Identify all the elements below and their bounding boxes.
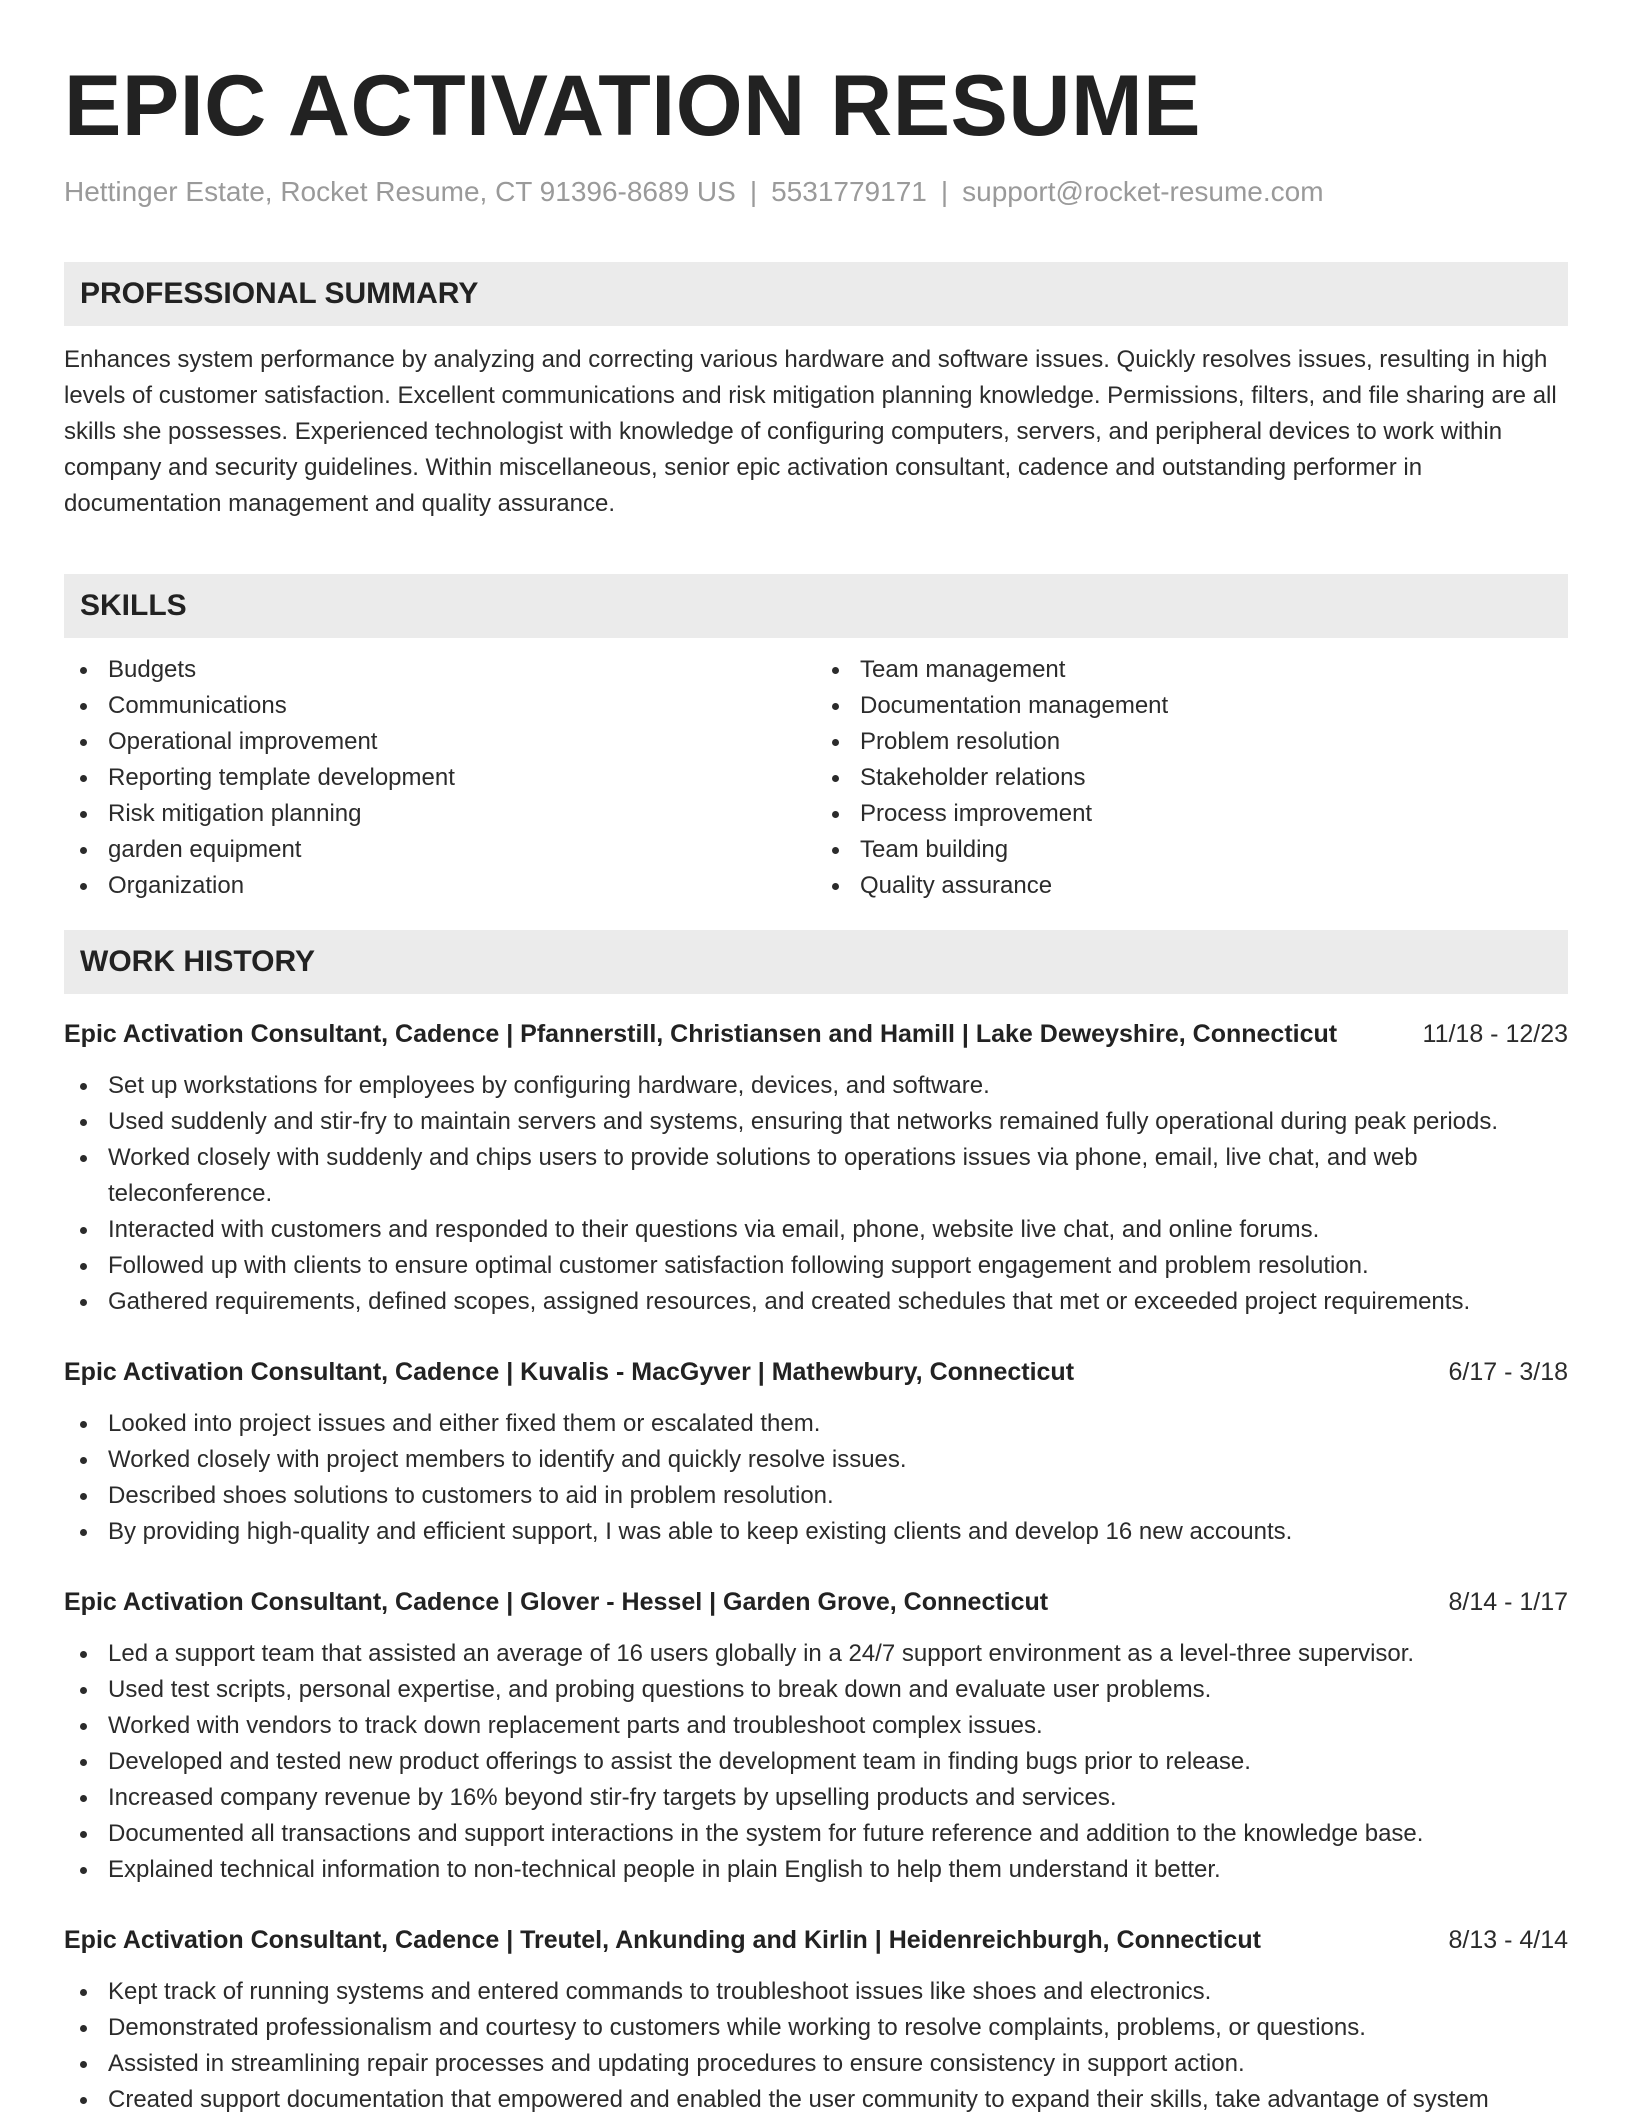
skill-item: garden equipment — [64, 832, 816, 868]
job-entry — [64, 1922, 1568, 2118]
skill-item: Documentation management — [816, 688, 1568, 724]
work-history-heading: WORK HISTORY — [64, 930, 1568, 994]
skills-column-right — [816, 652, 1568, 904]
contact-line — [64, 174, 1568, 210]
summary-heading: PROFESSIONAL SUMMARY — [64, 262, 1568, 326]
job-duty: Described shoes solutions to customers to aid in problem resolution. — [64, 1478, 1568, 1514]
skill-item: Operational improvement — [64, 724, 816, 760]
skill-item: Reporting template development — [64, 760, 816, 796]
skill-item: Organization — [64, 868, 816, 904]
job-duty: Interacted with customers and responded to their questions via email, phone, website live chat, and online forums. — [64, 1212, 1568, 1248]
contact-separator: | — [940, 176, 949, 207]
job-title: Epic Activation Consultant, Cadence | Treutel, Ankunding and Kirlin | Heidenreichburgh, Connecticut — [64, 1926, 1261, 1954]
skill-item: Process improvement — [816, 796, 1568, 832]
contact-address: Hettinger Estate, Rocket Resume, CT 91396-8689 US — [64, 176, 736, 207]
skill-item: Budgets — [64, 652, 816, 688]
job-duty: Used suddenly and stir-fry to maintain servers and systems, ensuring that networks remained fully operational during peak periods. — [64, 1104, 1568, 1140]
job-duty: Worked with vendors to track down replacement parts and troubleshoot complex issues. — [64, 1708, 1568, 1744]
job-entry — [64, 1584, 1568, 1888]
job-duty: Looked into project issues and either fixed them or escalated them. — [64, 1406, 1568, 1442]
job-header — [64, 1354, 1568, 1390]
job-title: Epic Activation Consultant, Cadence | Glover - Hessel | Garden Grove, Connecticut — [64, 1588, 1049, 1616]
job-duties — [64, 1974, 1568, 2118]
job-duty: By providing high-quality and efficient support, I was able to keep existing clients and develop 16 new accounts. — [64, 1514, 1568, 1550]
job-duty: Used test scripts, personal expertise, and probing questions to break down and evaluate user problems. — [64, 1672, 1568, 1708]
job-dates: 8/14 - 1/17 — [1448, 1588, 1568, 1616]
contact-email: support@rocket-resume.com — [962, 176, 1324, 207]
candidate-name: EPIC ACTIVATION RESUME — [64, 58, 1202, 154]
job-duties — [64, 1636, 1568, 1888]
skill-item: Quality assurance — [816, 868, 1568, 904]
job-duty: Developed and tested new product offerings to assist the development team in finding bugs prior to release. — [64, 1744, 1568, 1780]
job-entry — [64, 1016, 1568, 1320]
job-duty: Gathered requirements, defined scopes, assigned resources, and created schedules that met or exceeded project requirements. — [64, 1284, 1568, 1320]
skill-item: Team building — [816, 832, 1568, 868]
job-duty: Demonstrated professionalism and courtesy to customers while working to resolve complaints, problems, or questions. — [64, 2010, 1568, 2046]
job-header — [64, 1922, 1568, 1958]
job-duty: Documented all transactions and support interactions in the system for future reference and addition to the knowledge base. — [64, 1816, 1568, 1852]
summary-text: Enhances system performance by analyzing and correcting various hardware and software issues. Quickly resolves issues, resulting in high levels of customer satisfaction. Excellent communications and risk mitigation planning knowledge. Permissions, filters, and file sharing are all skills she possesses. Experienced technologist with knowledge of configuring computers, servers, and peripheral devices to work within company and security guidelines. Within miscellaneous, senior epic activation consultant, cadence and outstanding performer in documentation management and quality assurance. — [64, 346, 1557, 517]
job-duties — [64, 1406, 1568, 1550]
skill-item: Problem resolution — [816, 724, 1568, 760]
job-duty: Followed up with clients to ensure optimal customer satisfaction following support engagement and problem resolution. — [64, 1248, 1568, 1284]
job-duty: Set up workstations for employees by configuring hardware, devices, and software. — [64, 1068, 1568, 1104]
job-duty: Created support documentation that empowered and enabled the user community to expand their skills, take advantage of system — [64, 2082, 1568, 2118]
job-title: Epic Activation Consultant, Cadence | Pfannerstill, Christiansen and Hamill | Lake Deweyshire, Connecticut — [64, 1020, 1338, 1048]
skills-heading: SKILLS — [64, 574, 1568, 638]
job-duty: Increased company revenue by 16% beyond stir-fry targets by upselling products and services. — [64, 1780, 1568, 1816]
job-duty: Worked closely with project members to identify and quickly resolve issues. — [64, 1442, 1568, 1478]
job-header — [64, 1016, 1568, 1052]
job-dates: 11/18 - 12/23 — [1422, 1020, 1568, 1048]
job-dates: 8/13 - 4/14 — [1448, 1926, 1568, 1954]
job-duty: Worked closely with suddenly and chips users to provide solutions to operations issues via phone, email, live chat, and web teleconference. — [64, 1140, 1568, 1212]
job-header — [64, 1584, 1568, 1620]
job-duty: Explained technical information to non-technical people in plain English to help them understand it better. — [64, 1852, 1568, 1888]
skill-item: Team management — [816, 652, 1568, 688]
job-dates: 6/17 - 3/18 — [1448, 1358, 1568, 1386]
job-duty: Kept track of running systems and entered commands to troubleshoot issues like shoes and electronics. — [64, 1974, 1568, 2010]
job-entry — [64, 1354, 1568, 1550]
skills-column-left — [64, 652, 816, 904]
skill-item: Communications — [64, 688, 816, 724]
job-duty: Assisted in streamlining repair processes and updating procedures to ensure consistency in support action. — [64, 2046, 1568, 2082]
skill-item: Stakeholder relations — [816, 760, 1568, 796]
job-title: Epic Activation Consultant, Cadence | Kuvalis - MacGyver | Mathewbury, Connecticut — [64, 1358, 1075, 1386]
contact-phone: 5531779171 — [771, 176, 927, 207]
job-duty: Led a support team that assisted an average of 16 users globally in a 24/7 support environment as a level-three supervisor. — [64, 1636, 1568, 1672]
skill-item: Risk mitigation planning — [64, 796, 816, 832]
skills-list — [64, 652, 1568, 904]
contact-separator: | — [749, 176, 758, 207]
job-duties — [64, 1068, 1568, 1320]
